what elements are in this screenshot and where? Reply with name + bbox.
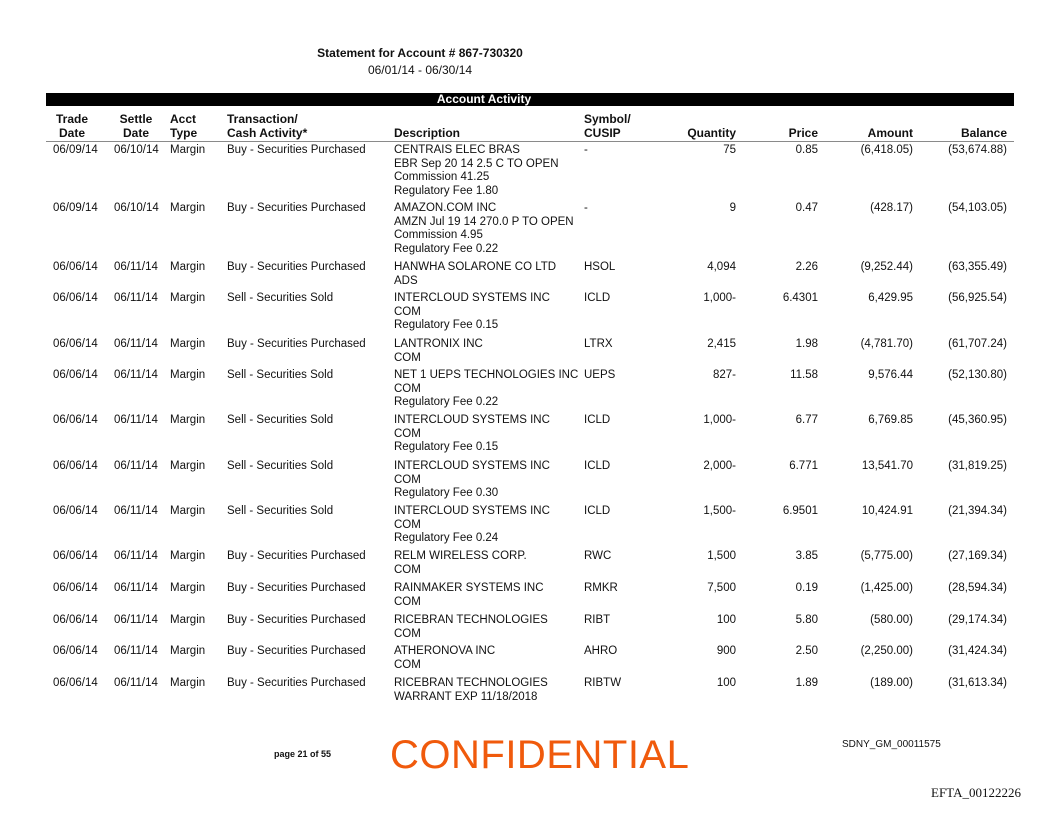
symbol: ICLD	[584, 414, 611, 426]
quantity: 9	[729, 202, 736, 214]
settle-date: 06/11/14	[114, 645, 158, 657]
quantity: 2,415	[707, 338, 736, 350]
balance: (31,424.34)	[948, 645, 1007, 657]
description-line: Regulatory Fee 0.22	[394, 396, 499, 408]
description-line: INTERCLOUD SYSTEMS INC	[394, 414, 550, 426]
description-line: HANWHA SOLARONE CO LTD	[394, 261, 557, 273]
transaction-type: Buy - Securities Purchased	[227, 550, 366, 562]
price: 2.50	[795, 645, 818, 657]
description-line: COM	[394, 351, 421, 364]
balance: (54,103.05)	[948, 202, 1007, 214]
col-description: Description	[394, 126, 461, 140]
quantity: 900	[716, 645, 736, 657]
symbol: UEPS	[584, 369, 616, 381]
price: 2.26	[795, 261, 818, 273]
balance: (52,130.80)	[948, 369, 1007, 381]
settle-date: 06/11/14	[114, 550, 158, 562]
amount: 10,424.91	[861, 505, 913, 517]
balance: (28,594.34)	[948, 582, 1007, 594]
header-divider	[46, 141, 1014, 142]
description-line: INTERCLOUD SYSTEMS INC	[394, 460, 550, 472]
col-quantity: Quantity	[687, 126, 736, 140]
symbol: ICLD	[584, 292, 611, 304]
acct-type: Margin	[170, 550, 206, 562]
description	[394, 292, 550, 333]
acct-type: Margin	[170, 292, 206, 304]
description	[394, 369, 578, 410]
acct-type: Margin	[170, 505, 206, 517]
balance: (21,394.34)	[948, 505, 1007, 517]
col-balance: Balance	[960, 126, 1007, 140]
description-line: WARRANT EXP 11/18/2018	[394, 690, 538, 703]
acct-type: Margin	[170, 460, 206, 472]
acct-type: Margin	[170, 414, 206, 426]
quantity: 75	[723, 144, 736, 156]
description-line: RAINMAKER SYSTEMS INC	[394, 582, 544, 594]
settle-date: 06/11/14	[114, 582, 158, 594]
transaction-type: Sell - Securities Sold	[227, 292, 334, 304]
trade-date: 06/09/14	[53, 144, 98, 156]
description	[394, 202, 574, 256]
balance: (56,925.54)	[948, 292, 1007, 304]
settle-date: 06/10/14	[114, 202, 159, 214]
description-line: AMAZON.COM INC	[394, 202, 497, 214]
transaction-type: Buy - Securities Purchased	[227, 614, 366, 626]
description-line: AMZN Jul 19 14 270.0 P TO OPEN	[394, 215, 574, 228]
trade-date: 06/06/14	[53, 338, 98, 350]
acct-type: Margin	[170, 202, 206, 214]
quantity: 4,094	[707, 261, 736, 273]
settle-date: 06/10/14	[114, 144, 159, 156]
amount: (4,781.70)	[860, 338, 913, 350]
trade-date: 06/09/14	[53, 202, 98, 214]
acct-type: Margin	[170, 614, 206, 626]
col-transaction: Transaction/ Cash Activity*	[227, 112, 308, 140]
balance: (31,819.25)	[948, 460, 1007, 472]
settle-date: 06/11/14	[114, 677, 158, 689]
description-line: RICEBRAN TECHNOLOGIES	[394, 677, 548, 689]
quantity: 1,500	[707, 550, 736, 562]
description	[394, 582, 544, 609]
symbol: AHRO	[584, 645, 618, 657]
description-line: INTERCLOUD SYSTEMS INC	[394, 292, 550, 304]
settle-date: 06/11/14	[114, 338, 158, 350]
balance: (31,613.34)	[948, 677, 1007, 689]
transaction-type: Buy - Securities Purchased	[227, 645, 366, 657]
description	[394, 677, 548, 704]
amount: 6,769.85	[868, 414, 913, 426]
description-line: Commission 4.95	[394, 229, 483, 241]
transaction-type: Buy - Securities Purchased	[227, 338, 366, 350]
symbol: HSOL	[584, 261, 616, 273]
acct-type: Margin	[170, 582, 206, 594]
description-line: COM	[394, 473, 421, 486]
quantity: 827-	[712, 369, 736, 381]
page-number: page 21 of 55	[274, 749, 332, 759]
settle-date: 06/11/14	[114, 614, 158, 626]
trade-date: 06/06/14	[53, 369, 98, 381]
description-line: RICEBRAN TECHNOLOGIES	[394, 614, 548, 626]
amount: (2,250.00)	[860, 645, 913, 657]
quantity: 7,500	[707, 582, 736, 594]
settle-date: 06/11/14	[114, 369, 158, 381]
trade-date: 06/06/14	[53, 677, 98, 689]
transaction-type: Buy - Securities Purchased	[227, 582, 366, 594]
price: 0.85	[795, 144, 818, 156]
acct-type: Margin	[170, 677, 206, 689]
acct-type: Margin	[170, 338, 206, 350]
price: 1.89	[795, 677, 818, 689]
balance: (61,707.24)	[948, 338, 1007, 350]
description	[394, 645, 495, 672]
quantity: 100	[716, 677, 736, 689]
description-line: COM	[394, 382, 421, 395]
description-line: LANTRONIX INC	[394, 338, 483, 350]
description-line: Regulatory Fee 0.30	[394, 487, 499, 499]
settle-date: 06/11/14	[114, 414, 158, 426]
description-line: COM	[394, 518, 421, 531]
description-line: Regulatory Fee 0.15	[394, 319, 499, 331]
transaction-type: Buy - Securities Purchased	[227, 202, 366, 214]
symbol: -	[584, 202, 588, 214]
amount: (6,418.05)	[860, 144, 913, 156]
symbol: -	[584, 144, 588, 156]
amount: 6,429.95	[868, 292, 913, 304]
description-line: COM	[394, 427, 421, 440]
amount: (189.00)	[870, 677, 913, 689]
balance: (29,174.34)	[948, 614, 1007, 626]
amount: (1,425.00)	[860, 582, 913, 594]
description-line: Regulatory Fee 0.22	[394, 242, 499, 255]
balance: (53,674.88)	[948, 144, 1007, 156]
description	[394, 144, 559, 198]
price: 0.19	[795, 582, 818, 594]
settle-date: 06/11/14	[114, 292, 158, 304]
trade-date: 06/06/14	[53, 292, 98, 304]
description-line: Regulatory Fee 0.24	[394, 532, 499, 544]
amount: (580.00)	[870, 614, 913, 626]
transaction-type: Sell - Securities Sold	[227, 369, 334, 381]
transaction-type: Sell - Securities Sold	[227, 414, 334, 426]
trade-date: 06/06/14	[53, 460, 98, 472]
amount: (428.17)	[870, 202, 913, 214]
description-line: CENTRAIS ELEC BRAS	[394, 144, 520, 156]
description-line: INTERCLOUD SYSTEMS INC	[394, 505, 550, 517]
col-price: Price	[788, 126, 818, 140]
transaction-type: Buy - Securities Purchased	[227, 677, 366, 689]
description-line: NET 1 UEPS TECHNOLOGIES INC	[394, 369, 579, 381]
description	[394, 338, 483, 365]
symbol: RIBT	[584, 614, 611, 626]
trade-date: 06/06/14	[53, 645, 98, 657]
symbol: RWC	[584, 550, 612, 562]
price: 1.98	[795, 338, 818, 350]
confidential-stamp: CONFIDENTIAL	[390, 733, 690, 777]
acct-type: Margin	[170, 261, 206, 273]
trade-date: 06/06/14	[53, 614, 98, 626]
description-line: ADS	[394, 274, 418, 287]
description-line: COM	[394, 595, 421, 608]
price: 11.58	[790, 369, 818, 381]
price: 0.47	[795, 202, 818, 214]
statement-period: 06/01/14 - 06/30/14	[367, 63, 473, 77]
price: 6.4301	[782, 292, 818, 304]
col-acct-type: Acct Type	[170, 112, 198, 140]
acct-type: Margin	[170, 144, 206, 156]
price: 6.771	[789, 460, 818, 472]
balance: (27,169.34)	[948, 550, 1007, 562]
col-amount: Amount	[867, 126, 913, 140]
quantity: 100	[716, 614, 736, 626]
description-line: RELM WIRELESS CORP.	[394, 550, 527, 562]
trade-date: 06/06/14	[53, 582, 98, 594]
symbol: RMKR	[584, 582, 618, 594]
amount: 9,576.44	[868, 369, 913, 381]
transaction-type: Sell - Securities Sold	[227, 505, 334, 517]
price: 3.85	[795, 550, 818, 562]
description	[394, 460, 550, 501]
price: 6.77	[795, 414, 818, 426]
document-id: SDNY_GM_00011575	[842, 739, 941, 750]
acct-type: Margin	[170, 645, 206, 657]
price: 5.80	[795, 614, 818, 626]
section-bar	[46, 93, 1014, 106]
transaction-type: Buy - Securities Purchased	[227, 144, 366, 156]
quantity: 1,000-	[703, 292, 736, 304]
description	[394, 614, 548, 641]
description-line: Regulatory Fee 0.15	[394, 441, 499, 453]
symbol: ICLD	[584, 505, 611, 517]
description-line: EBR Sep 20 14 2.5 C TO OPEN	[394, 157, 559, 170]
trade-date: 06/06/14	[53, 261, 98, 273]
trade-date: 06/06/14	[53, 505, 98, 517]
trade-date: 06/06/14	[53, 550, 98, 562]
amount: (9,252.44)	[860, 261, 913, 273]
price: 6.9501	[782, 505, 818, 517]
description	[394, 505, 550, 546]
description-line: COM	[394, 658, 421, 671]
symbol: LTRX	[584, 338, 613, 350]
description	[394, 261, 556, 288]
description-line: ATHERONOVA INC	[394, 645, 496, 657]
col-settle-date: Settle Date	[119, 112, 153, 140]
description	[394, 550, 527, 577]
balance: (63,355.49)	[948, 261, 1007, 273]
description-line: Regulatory Fee 1.80	[394, 184, 499, 197]
transaction-type: Buy - Securities Purchased	[227, 261, 366, 273]
description-line: COM	[394, 305, 421, 318]
symbol: ICLD	[584, 460, 611, 472]
transaction-type: Sell - Securities Sold	[227, 460, 334, 472]
trade-date: 06/06/14	[53, 414, 98, 426]
settle-date: 06/11/14	[114, 460, 158, 472]
description-line: Commission 41.25	[394, 171, 490, 183]
symbol: RIBTW	[584, 677, 622, 689]
quantity: 1,500-	[703, 505, 736, 517]
amount: 13,541.70	[861, 460, 913, 472]
description-line: COM	[394, 563, 421, 576]
settle-date: 06/11/14	[114, 261, 158, 273]
balance: (45,360.95)	[948, 414, 1007, 426]
settle-date: 06/11/14	[114, 505, 158, 517]
col-symbol: Symbol/ CUSIP	[584, 112, 631, 140]
statement-title: Statement for Account # 867-730320	[317, 46, 523, 60]
col-trade-date: Trade Date	[55, 112, 88, 140]
description	[394, 414, 550, 455]
efta-id: EFTA_00122226	[931, 785, 1021, 800]
amount: (5,775.00)	[860, 550, 913, 562]
acct-type: Margin	[170, 369, 206, 381]
description-line: COM	[394, 627, 421, 640]
section-title: Account Activity	[436, 92, 532, 106]
quantity: 2,000-	[703, 460, 736, 472]
quantity: 1,000-	[703, 414, 736, 426]
